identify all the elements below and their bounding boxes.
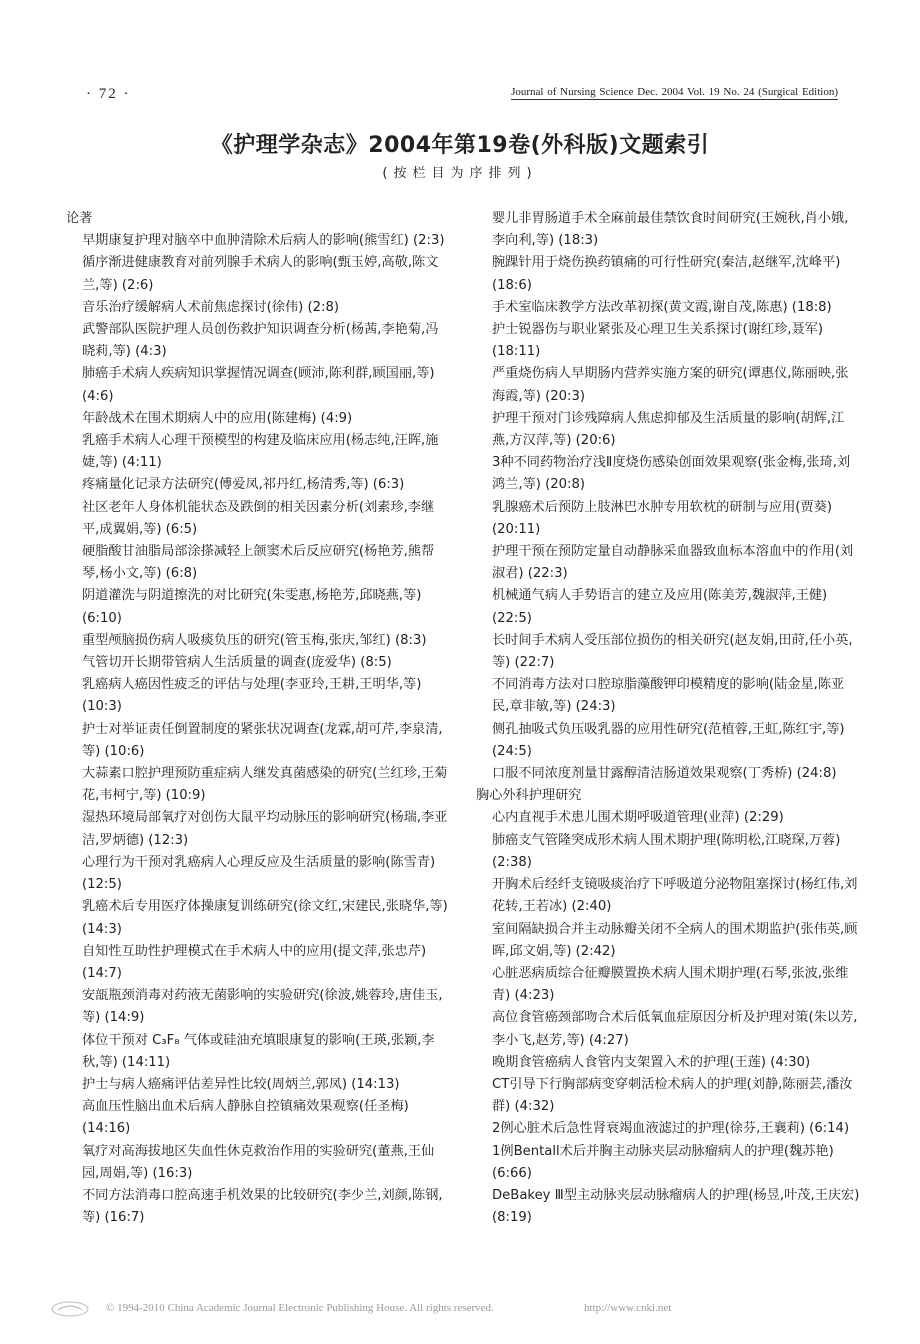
section-heading-xiongxin: 胸心外科护理研究 — [476, 788, 582, 804]
index-entry: 2例心脏术后急性肾衰竭血液滤过的护理(徐芬,王襄莉) (6:14) — [492, 1121, 850, 1137]
index-entry: 腕踝针用于烧伤换药镇痛的可行性研究(秦洁,赵继军,沈峰平) (18:6) — [492, 255, 841, 293]
index-entry: 早期康复护理对脑卒中血肿清除术后病人的影响(熊雪红) (2:3) — [82, 233, 445, 249]
index-entry: 音乐治疗缓解病人术前焦虑探讨(徐伟) (2:8) — [82, 299, 339, 315]
lunzhu-entries-left — [66, 230, 450, 1229]
index-entry: 疼痛量化记录方法研究(傅爱凤,祁丹红,杨清秀,等) (6:3) — [82, 477, 405, 493]
index-entry: 晚期食管癌病人食管内支架置入术的护理(王莲) (4:30) — [492, 1054, 811, 1070]
index-entry: 护理干预对门诊残障病人焦虑抑郁及生活质量的影响(胡辉,江燕,方汉萍,等) (20:6) — [492, 410, 845, 449]
index-entry: 年龄战术在围术期病人中的应用(陈建梅) (4:9) — [82, 410, 353, 426]
index-entry: 手术室临床教学方法改革初探(黄文霞,谢自茂,陈惠) (18:8) — [492, 299, 832, 315]
index-entry: 护士与病人癌痛评估差异性比较(周炳兰,郭凤) (14:13) — [82, 1076, 400, 1092]
index-entry: 心内直视手术患儿围术期呼吸道管理(业萍) (2:29) — [492, 810, 784, 826]
index-entry: 机械通气病人手势语言的建立及应用(陈美芳,魏淑萍,王健) (22:5) — [492, 588, 828, 626]
index-entry: 阴道灌洗与阴道擦洗的对比研究(朱雯惠,杨艳芳,邱晓燕,等) (6:10) — [82, 588, 422, 626]
index-entry: 开胸术后经纤支镜吸痰治疗下呼吸道分泌物阻塞探讨(杨红伟,刘花转,王若冰) (2:40) — [492, 877, 858, 915]
index-entry: 乳腺癌术后预防上肢淋巴水肿专用软枕的研制与应用(贾葵) (20:11) — [492, 499, 832, 537]
index-entry: 体位干预对 C₃F₈ 气体或硅油充填眼康复的影响(王瑛,张颖,李秋,等) (14:11) — [82, 1032, 435, 1070]
index-entry: 婴儿非胃肠道手术全麻前最佳禁饮食时间研究(王婉秋,肖小娥,李向利,等) (18:3) — [492, 211, 849, 249]
index-entry: 长时间手术病人受压部位损伤的相关研究(赵友娟,田莳,任小英,等) (22:7) — [492, 632, 853, 671]
index-entry: 护士对举证责任倒置制度的紧张状况调查(龙霖,胡可芹,李泉清,等) (10:6) — [82, 721, 443, 759]
index-entry: 气管切开长期带管病人生活质量的调查(庞爱华) (8:5) — [82, 655, 392, 671]
index-entry: 口服不同浓度剂量甘露醇清洁肠道效果观察(丁秀桥) (24:8) — [492, 766, 837, 782]
index-entry: 心脏恶病质综合征瓣膜置换术病人围术期护理(石琴,张波,张维青) (4:23) — [492, 965, 849, 1004]
index-entry: 侧孔抽吸式负压吸乳器的应用性研究(范植蓉,王虹,陈红宇,等) (24:5) — [492, 721, 845, 759]
xiongxin-entries — [476, 807, 860, 1229]
journal-header: Journal of Nursing Science Dec. 2004 Vol. 19 No. 24 (Surgical Edition) — [511, 86, 838, 98]
index-entry: 心理行为干预对乳癌病人心理反应及生活质量的影响(陈雪青) (12:5) — [82, 854, 436, 893]
index-entry: 硬脂酸甘油脂局部涂搽减轻上颌窦术后反应研究(杨艳芳,熊帮琴,杨小文,等) (6:8) — [82, 544, 435, 582]
index-entry: 大蒜素口腔护理预防重症病人继发真菌感染的研究(兰红珍,王菊花,韦柯宁,等) (10:9) — [82, 766, 448, 804]
page-subtitle: (按栏目为序排列) — [382, 166, 538, 181]
index-entry: 护理干预在预防定量自动静脉采血器致血标本溶血中的作用(刘淑君) (22:3) — [492, 544, 854, 582]
left-column — [66, 208, 450, 1229]
index-entry: 肺癌支气管隆突成形术病人围术期护理(陈明松,江晓琛,万蓉) (2:38) — [492, 832, 841, 870]
page-number: · 72 · — [86, 86, 131, 102]
lunzhu-entries-right — [476, 208, 860, 785]
index-entry: 重型颅脑损伤病人吸痰负压的研究(管玉梅,张庆,邹红) (8:3) — [82, 632, 427, 648]
index-entry: 循序渐进健康教育对前列腺手术病人的影响(甄玉婷,高敬,陈文兰,等) (2:6) — [82, 255, 439, 293]
index-entry: DeBakey Ⅲ型主动脉夹层动脉瘤病人的护理(杨昱,叶茂,王庆宏) (8:19) — [492, 1187, 860, 1226]
right-column — [476, 208, 860, 1229]
index-entry: 室间隔缺损合并主动脉瓣关闭不全病人的围术期监护(张伟英,顾晖,邱文娟,等) (2:42) — [492, 921, 858, 959]
index-entry: 不同消毒方法对口腔琼脂藻酸钾印模精度的影响(陆金星,陈亚民,章非敏,等) (24:3) — [492, 677, 845, 715]
index-entry: 湿热环境局部氧疗对创伤大鼠平均动脉压的影响研究(杨瑞,李亚洁,罗炳德) (12:3) — [82, 810, 448, 848]
index-entry: 乳癌术后专用医疗体操康复训练研究(徐文红,宋建民,张晓华,等) (14:3) — [82, 899, 448, 937]
index-entry: 乳癌病人癌因性疲乏的评估与处理(李亚玲,王耕,王明华,等) (10:3) — [82, 677, 422, 715]
index-entry: 社区老年人身体机能状态及跌倒的相关因素分析(刘素珍,李继平,成翼娟,等) (6:5) — [82, 499, 435, 537]
index-entry: 高位食管癌颈部吻合术后低氧血症原因分析及护理对策(朱以芳,李小飞,赵芳,等) (4:27) — [492, 1010, 858, 1048]
index-entry: 1例Bentall术后并胸主动脉夹层动脉瘤病人的护理(魏苏艳) (6:66) — [492, 1143, 834, 1181]
index-entry: 安瓿瓶颈消毒对药液无菌影响的实验研究(徐波,姚蓉玲,唐佳玉,等) (14:9) — [82, 988, 443, 1026]
cnki-logo-icon — [50, 1300, 90, 1318]
footer — [50, 1298, 890, 1320]
index-entry: 武警部队医院护理人员创伤救护知识调查分析(杨茜,李艳菊,冯晓莉,等) (4:3) — [82, 322, 439, 360]
index-entry: CT引导下行胸部病变穿刺活检术病人的护理(刘静,陈丽芸,潘汝群) (4:32) — [492, 1076, 853, 1115]
index-entry: 高血压性脑出血术后病人静脉自控镇痛效果观察(任圣梅) (14:16) — [82, 1099, 409, 1137]
footer-url[interactable]: http://www.cnki.net — [584, 1302, 672, 1314]
index-entry: 氧疗对高海拔地区失血性休克救治作用的实验研究(董燕,王仙园,周娟,等) (16:3) — [82, 1143, 435, 1181]
section-heading-lunzhu: 论著 — [66, 211, 93, 226]
index-entry: 肺癌手术病人疾病知识掌握情况调查(顾沛,陈利群,顾国丽,等) (4:6) — [82, 366, 435, 404]
index-entry: 护士锐器伤与职业紧张及心理卫生关系探讨(谢红珍,聂军) (18:11) — [492, 322, 823, 360]
index-entry: 乳癌手术病人心理干预模型的构建及临床应用(杨志纯,汪晖,施婕,等) (4:11) — [82, 433, 439, 471]
index-entry: 不同方法消毒口腔高速手机效果的比较研究(李少兰,刘颜,陈钢,等) (16:7) — [82, 1187, 443, 1226]
index-entry: 自知性互助性护理模式在手术病人中的应用(提文萍,张忠芹) (14:7) — [82, 943, 427, 981]
footer-copyright: © 1994-2010 China Academic Journal Electronic Publishing House. All rights reserved. — [106, 1302, 494, 1314]
index-entry: 3种不同药物治疗浅Ⅱ度烧伤感染创面效果观察(张金梅,张琦,刘鸿兰,等) (20:8) — [492, 455, 851, 493]
index-entry: 严重烧伤病人早期肠内营养实施方案的研究(谭惠仪,陈丽映,张海霞,等) (20:3) — [492, 366, 849, 404]
page-title: 《护理学杂志》2004年第19卷(外科版)文题索引 — [210, 133, 710, 158]
